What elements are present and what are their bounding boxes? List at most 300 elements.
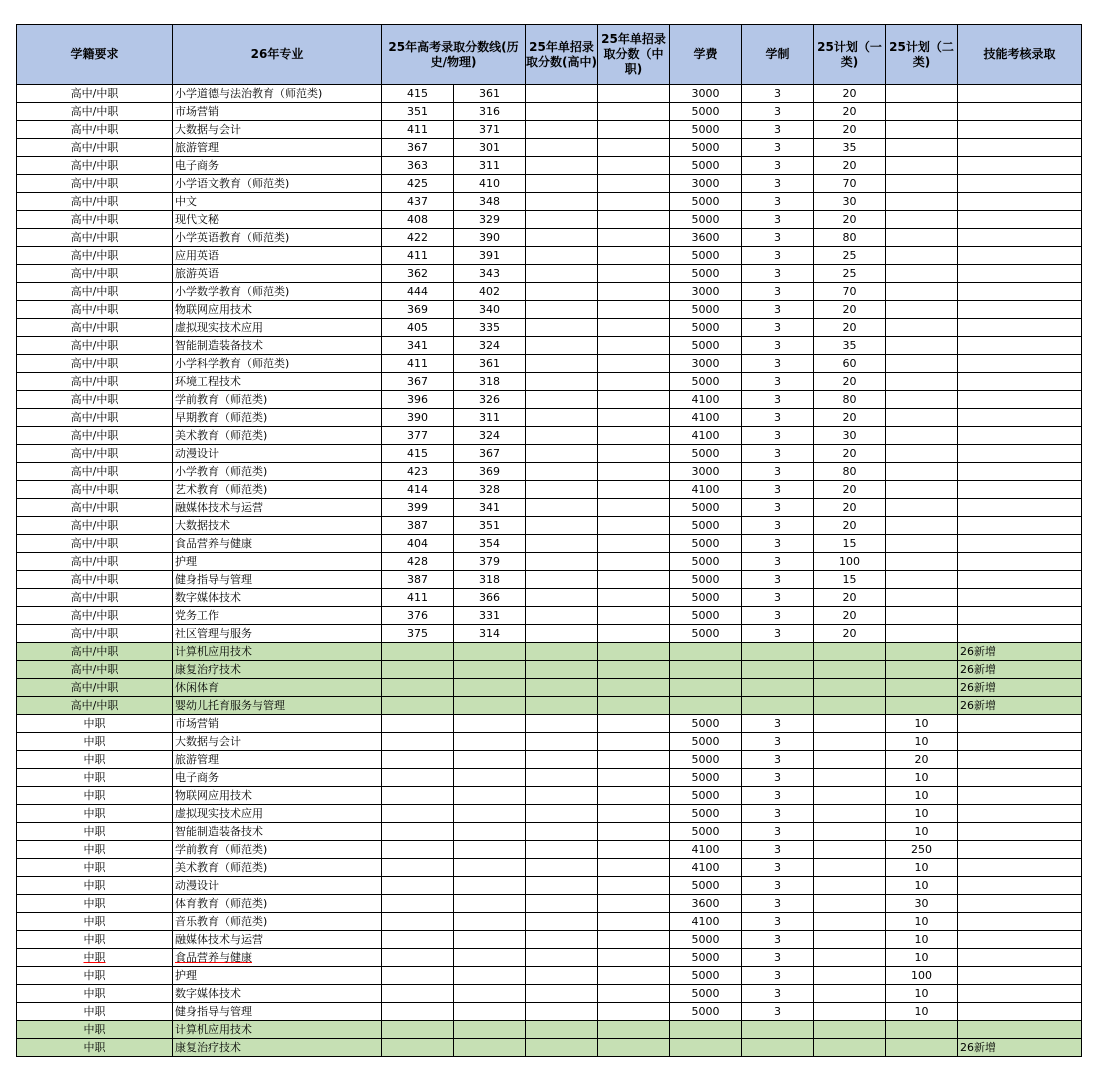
cell-years-text: 3 xyxy=(774,753,781,766)
cell-single-vocational xyxy=(598,715,670,733)
cell-score-physics xyxy=(454,571,526,589)
cell-score-physics-text: 367 xyxy=(479,447,500,460)
cell-plan-1 xyxy=(814,139,886,157)
cell-score-physics-text: 351 xyxy=(479,519,500,532)
cell-plan-1 xyxy=(814,553,886,571)
cell-major-text: 学前教育（师范类) xyxy=(175,393,268,406)
cell-requirement xyxy=(17,427,173,445)
cell-major-text: 体育教育（师范类) xyxy=(175,897,268,910)
cell-fee xyxy=(670,985,742,1003)
cell-plan-2-text: 100 xyxy=(911,969,932,982)
cell-fee xyxy=(670,1039,742,1057)
cell-score-history-text: 411 xyxy=(407,591,428,604)
cell-requirement xyxy=(17,1021,173,1039)
table-row xyxy=(17,607,1082,625)
cell-requirement-text: 高中/中职 xyxy=(70,483,119,496)
cell-years xyxy=(742,157,814,175)
cell-years-text: 3 xyxy=(774,537,781,550)
cell-score-history xyxy=(382,733,454,751)
cell-score-history-text: 415 xyxy=(407,87,428,100)
cell-plan-2 xyxy=(886,553,958,571)
cell-years xyxy=(742,337,814,355)
cell-plan-2-text: 10 xyxy=(914,807,929,820)
cell-plan-2 xyxy=(886,535,958,553)
cell-years-text: 3 xyxy=(774,249,781,262)
cell-years xyxy=(742,319,814,337)
cell-fee xyxy=(670,643,742,661)
cell-score-physics-text: 311 xyxy=(479,159,500,172)
cell-requirement-text: 中职 xyxy=(83,879,106,892)
cell-years xyxy=(742,733,814,751)
cell-score-history xyxy=(382,751,454,769)
cell-requirement xyxy=(17,859,173,877)
cell-plan-2 xyxy=(886,661,958,679)
cell-fee-text: 3000 xyxy=(691,357,720,370)
cell-plan-1-text: 20 xyxy=(842,375,857,388)
cell-score-history-text: 367 xyxy=(407,375,428,388)
cell-score-physics xyxy=(454,103,526,121)
cell-skill-note xyxy=(958,355,1082,373)
header-single-vocational: 25年单招录取分数（中职) xyxy=(598,25,670,85)
cell-score-physics-text: 318 xyxy=(479,375,500,388)
cell-plan-2-text: 10 xyxy=(914,771,929,784)
cell-single-high xyxy=(526,139,598,157)
cell-plan-1 xyxy=(814,895,886,913)
cell-years-text: 3 xyxy=(774,375,781,388)
cell-major-text: 小学数学教育（师范类) xyxy=(175,285,290,298)
cell-plan-1 xyxy=(814,481,886,499)
cell-years xyxy=(742,607,814,625)
cell-requirement-text: 高中/中职 xyxy=(70,627,119,640)
cell-single-vocational xyxy=(598,85,670,103)
cell-score-history xyxy=(382,445,454,463)
cell-requirement xyxy=(17,697,173,715)
cell-fee xyxy=(670,571,742,589)
cell-years xyxy=(742,481,814,499)
table-row xyxy=(17,1039,1082,1057)
cell-plan-1-text: 60 xyxy=(842,357,857,370)
cell-years xyxy=(742,103,814,121)
cell-years-text: 3 xyxy=(774,969,781,982)
cell-requirement xyxy=(17,553,173,571)
cell-plan-2-text: 10 xyxy=(914,1005,929,1018)
cell-score-history-text: 422 xyxy=(407,231,428,244)
cell-major-text: 动漫设计 xyxy=(175,879,219,892)
cell-score-physics xyxy=(454,769,526,787)
table-row xyxy=(17,805,1082,823)
table-row xyxy=(17,283,1082,301)
cell-score-history xyxy=(382,985,454,1003)
cell-plan-2 xyxy=(886,1039,958,1057)
cell-requirement xyxy=(17,625,173,643)
cell-requirement-text: 中职 xyxy=(83,807,106,820)
cell-plan-2 xyxy=(886,769,958,787)
cell-score-history xyxy=(382,877,454,895)
cell-plan-1 xyxy=(814,607,886,625)
cell-single-vocational xyxy=(598,1039,670,1057)
cell-plan-1 xyxy=(814,229,886,247)
table-row xyxy=(17,463,1082,481)
cell-score-history-text: 362 xyxy=(407,267,428,280)
cell-skill-note xyxy=(958,247,1082,265)
cell-plan-1 xyxy=(814,715,886,733)
cell-single-high xyxy=(526,661,598,679)
table-row xyxy=(17,841,1082,859)
cell-major xyxy=(173,1021,382,1039)
cell-years-text: 3 xyxy=(774,861,781,874)
cell-score-history xyxy=(382,967,454,985)
cell-requirement-text: 高中/中职 xyxy=(70,555,119,568)
header-skill-test: 技能考核录取 xyxy=(958,25,1082,85)
cell-requirement-text: 高中/中职 xyxy=(70,573,119,586)
cell-plan-2-text: 20 xyxy=(914,753,929,766)
cell-single-high xyxy=(526,157,598,175)
cell-requirement-text: 高中/中职 xyxy=(70,663,119,676)
cell-plan-1 xyxy=(814,265,886,283)
cell-years xyxy=(742,391,814,409)
cell-major xyxy=(173,1003,382,1021)
cell-single-high xyxy=(526,679,598,697)
cell-years-text: 3 xyxy=(774,933,781,946)
cell-requirement-text: 中职 xyxy=(83,771,106,784)
cell-score-history xyxy=(382,805,454,823)
cell-requirement-text: 高中/中职 xyxy=(70,105,119,118)
cell-plan-1 xyxy=(814,175,886,193)
cell-requirement xyxy=(17,103,173,121)
cell-skill-note xyxy=(958,427,1082,445)
cell-single-vocational xyxy=(598,859,670,877)
table-row xyxy=(17,535,1082,553)
cell-years-text: 3 xyxy=(774,825,781,838)
cell-score-physics xyxy=(454,787,526,805)
header-fee: 学费 xyxy=(670,25,742,85)
cell-single-vocational xyxy=(598,877,670,895)
cell-score-physics-text: 301 xyxy=(479,141,500,154)
cell-plan-2 xyxy=(886,589,958,607)
cell-requirement-text: 高中/中职 xyxy=(70,285,119,298)
cell-plan-1-text: 20 xyxy=(842,447,857,460)
cell-score-history-text: 377 xyxy=(407,429,428,442)
cell-major xyxy=(173,643,382,661)
cell-score-physics-text: 410 xyxy=(479,177,500,190)
table-row xyxy=(17,229,1082,247)
cell-score-history xyxy=(382,841,454,859)
cell-score-history-text: 423 xyxy=(407,465,428,478)
cell-years xyxy=(742,661,814,679)
cell-years xyxy=(742,265,814,283)
cell-years-text: 3 xyxy=(774,429,781,442)
cell-major-text: 中文 xyxy=(175,195,197,208)
cell-skill-note xyxy=(958,121,1082,139)
cell-plan-1-text: 80 xyxy=(842,465,857,478)
cell-major xyxy=(173,535,382,553)
cell-single-vocational xyxy=(598,607,670,625)
cell-score-history-text: 428 xyxy=(407,555,428,568)
cell-years-text: 3 xyxy=(774,519,781,532)
cell-requirement xyxy=(17,193,173,211)
cell-major-text: 旅游英语 xyxy=(175,267,219,280)
cell-fee xyxy=(670,445,742,463)
cell-major xyxy=(173,985,382,1003)
cell-score-history xyxy=(382,373,454,391)
cell-fee-text: 3600 xyxy=(691,231,720,244)
cell-major-text: 音乐教育（师范类) xyxy=(175,915,268,928)
table-row xyxy=(17,877,1082,895)
cell-fee xyxy=(670,247,742,265)
cell-years xyxy=(742,643,814,661)
cell-major-text: 康复治疗技术 xyxy=(175,663,241,676)
cell-requirement-text: 高中/中职 xyxy=(70,141,119,154)
cell-single-high xyxy=(526,985,598,1003)
cell-fee xyxy=(670,625,742,643)
cell-single-vocational xyxy=(598,517,670,535)
table-row xyxy=(17,769,1082,787)
table-row xyxy=(17,517,1082,535)
cell-score-physics xyxy=(454,481,526,499)
cell-fee-text: 5000 xyxy=(691,159,720,172)
cell-single-vocational xyxy=(598,751,670,769)
cell-years-text: 3 xyxy=(774,195,781,208)
cell-plan-2 xyxy=(886,445,958,463)
cell-major xyxy=(173,769,382,787)
cell-major xyxy=(173,517,382,535)
cell-plan-1-text: 25 xyxy=(842,249,857,262)
header-major: 26年专业 xyxy=(173,25,382,85)
cell-major-text: 计算机应用技术 xyxy=(175,645,252,658)
cell-score-history xyxy=(382,337,454,355)
cell-score-history xyxy=(382,1021,454,1039)
cell-requirement-text: 高中/中职 xyxy=(70,393,119,406)
cell-plan-1 xyxy=(814,1039,886,1057)
cell-score-physics xyxy=(454,589,526,607)
cell-requirement-text: 中职 xyxy=(83,753,106,766)
cell-single-vocational xyxy=(598,355,670,373)
cell-major-text: 艺术教育（师范类) xyxy=(175,483,268,496)
cell-years-text: 3 xyxy=(774,141,781,154)
cell-fee xyxy=(670,373,742,391)
cell-plan-1 xyxy=(814,535,886,553)
cell-score-history xyxy=(382,607,454,625)
cell-major xyxy=(173,895,382,913)
cell-score-physics xyxy=(454,121,526,139)
cell-fee-text: 5000 xyxy=(691,105,720,118)
cell-plan-2-text: 10 xyxy=(914,789,929,802)
cell-major-text: 食品营养与健康 xyxy=(175,537,252,550)
cell-years xyxy=(742,715,814,733)
cell-major-text: 物联网应用技术 xyxy=(175,303,252,316)
cell-single-high xyxy=(526,409,598,427)
cell-single-high xyxy=(526,1021,598,1039)
cell-fee xyxy=(670,211,742,229)
cell-score-physics xyxy=(454,247,526,265)
cell-plan-2 xyxy=(886,877,958,895)
cell-score-physics-text: 326 xyxy=(479,393,500,406)
cell-single-high xyxy=(526,103,598,121)
cell-single-high xyxy=(526,85,598,103)
cell-score-history xyxy=(382,247,454,265)
cell-fee-text: 5000 xyxy=(691,627,720,640)
cell-single-vocational xyxy=(598,913,670,931)
cell-requirement xyxy=(17,805,173,823)
cell-requirement xyxy=(17,463,173,481)
cell-skill-note xyxy=(958,877,1082,895)
cell-plan-2 xyxy=(886,211,958,229)
cell-major xyxy=(173,553,382,571)
cell-score-history xyxy=(382,697,454,715)
cell-requirement xyxy=(17,1039,173,1057)
cell-single-vocational xyxy=(598,121,670,139)
cell-requirement xyxy=(17,787,173,805)
cell-single-high xyxy=(526,337,598,355)
cell-score-history xyxy=(382,157,454,175)
cell-plan-1 xyxy=(814,661,886,679)
cell-major xyxy=(173,571,382,589)
cell-major xyxy=(173,823,382,841)
cell-years xyxy=(742,571,814,589)
cell-years xyxy=(742,121,814,139)
cell-requirement-text: 高中/中职 xyxy=(70,231,119,244)
cell-major-text: 物联网应用技术 xyxy=(175,789,252,802)
cell-years-text: 3 xyxy=(774,915,781,928)
cell-single-high xyxy=(526,535,598,553)
cell-major xyxy=(173,967,382,985)
cell-skill-note xyxy=(958,805,1082,823)
cell-years-text: 3 xyxy=(774,339,781,352)
cell-major-text: 健身指导与管理 xyxy=(175,573,252,586)
cell-skill-note xyxy=(958,283,1082,301)
cell-skill-note xyxy=(958,373,1082,391)
cell-plan-1 xyxy=(814,373,886,391)
cell-single-high xyxy=(526,481,598,499)
cell-score-physics xyxy=(454,661,526,679)
cell-single-high xyxy=(526,499,598,517)
cell-fee xyxy=(670,715,742,733)
cell-score-history xyxy=(382,913,454,931)
cell-requirement-text: 中职 xyxy=(83,717,106,730)
cell-single-vocational xyxy=(598,427,670,445)
cell-fee xyxy=(670,859,742,877)
cell-requirement xyxy=(17,247,173,265)
cell-requirement-text: 中职 xyxy=(83,987,106,1000)
cell-requirement-text: 高中/中职 xyxy=(70,267,119,280)
cell-plan-1-text: 20 xyxy=(842,159,857,172)
cell-major xyxy=(173,877,382,895)
cell-fee xyxy=(670,679,742,697)
cell-score-history-text: 396 xyxy=(407,393,428,406)
cell-years xyxy=(742,877,814,895)
cell-single-high xyxy=(526,877,598,895)
cell-years-text: 3 xyxy=(774,879,781,892)
cell-plan-1 xyxy=(814,769,886,787)
cell-fee-text: 5000 xyxy=(691,987,720,1000)
cell-fee xyxy=(670,805,742,823)
cell-plan-2 xyxy=(886,337,958,355)
cell-plan-2 xyxy=(886,301,958,319)
cell-fee-text: 5000 xyxy=(691,735,720,748)
cell-plan-2 xyxy=(886,643,958,661)
table-row xyxy=(17,121,1082,139)
table-row xyxy=(17,913,1082,931)
cell-major-text: 市场营销 xyxy=(175,717,219,730)
cell-requirement-text: 中职 xyxy=(83,933,106,946)
cell-plan-2 xyxy=(886,913,958,931)
cell-fee-text: 5000 xyxy=(691,501,720,514)
cell-plan-1-text: 20 xyxy=(842,303,857,316)
cell-single-vocational xyxy=(598,409,670,427)
cell-single-high xyxy=(526,607,598,625)
cell-score-physics-text: 335 xyxy=(479,321,500,334)
table-row xyxy=(17,409,1082,427)
cell-requirement xyxy=(17,319,173,337)
cell-skill-note xyxy=(958,931,1082,949)
cell-plan-2 xyxy=(886,625,958,643)
cell-plan-2 xyxy=(886,481,958,499)
cell-years xyxy=(742,895,814,913)
cell-single-high xyxy=(526,805,598,823)
cell-plan-1 xyxy=(814,283,886,301)
table-row xyxy=(17,427,1082,445)
cell-score-history xyxy=(382,715,454,733)
cell-plan-1 xyxy=(814,625,886,643)
cell-major-text: 婴幼儿托育服务与管理 xyxy=(175,699,285,712)
cell-plan-1-text: 70 xyxy=(842,177,857,190)
table-row xyxy=(17,985,1082,1003)
cell-skill-note xyxy=(958,391,1082,409)
cell-skill-note xyxy=(958,571,1082,589)
cell-fee-text: 3000 xyxy=(691,465,720,478)
cell-years-text: 3 xyxy=(774,573,781,586)
cell-plan-2 xyxy=(886,409,958,427)
cell-score-physics-text: 390 xyxy=(479,231,500,244)
cell-plan-1 xyxy=(814,949,886,967)
cell-major-text: 小学教育（师范类) xyxy=(175,465,268,478)
cell-years-text: 3 xyxy=(774,267,781,280)
cell-major-text: 现代文秘 xyxy=(175,213,219,226)
cell-score-history xyxy=(382,121,454,139)
cell-single-vocational xyxy=(598,805,670,823)
cell-skill-note xyxy=(958,337,1082,355)
cell-score-physics xyxy=(454,355,526,373)
cell-single-high xyxy=(526,373,598,391)
cell-plan-2 xyxy=(886,805,958,823)
cell-score-physics xyxy=(454,931,526,949)
cell-score-physics xyxy=(454,1039,526,1057)
cell-score-physics-text: 379 xyxy=(479,555,500,568)
cell-single-vocational xyxy=(598,373,670,391)
cell-years-text: 3 xyxy=(774,951,781,964)
cell-score-history-text: 390 xyxy=(407,411,428,424)
cell-skill-note xyxy=(958,733,1082,751)
cell-single-vocational xyxy=(598,535,670,553)
cell-major-text: 护理 xyxy=(175,555,197,568)
cell-single-vocational xyxy=(598,103,670,121)
table-row xyxy=(17,643,1082,661)
cell-skill-note xyxy=(958,643,1082,661)
cell-score-history-text: 387 xyxy=(407,519,428,532)
cell-score-history xyxy=(382,1039,454,1057)
header-row xyxy=(17,25,1082,85)
cell-single-high xyxy=(526,841,598,859)
cell-single-vocational xyxy=(598,733,670,751)
table-row xyxy=(17,589,1082,607)
cell-fee-text: 3600 xyxy=(691,897,720,910)
cell-years xyxy=(742,985,814,1003)
cell-score-history xyxy=(382,553,454,571)
cell-single-high xyxy=(526,895,598,913)
cell-major xyxy=(173,805,382,823)
cell-fee-text: 4100 xyxy=(691,843,720,856)
table-row xyxy=(17,895,1082,913)
